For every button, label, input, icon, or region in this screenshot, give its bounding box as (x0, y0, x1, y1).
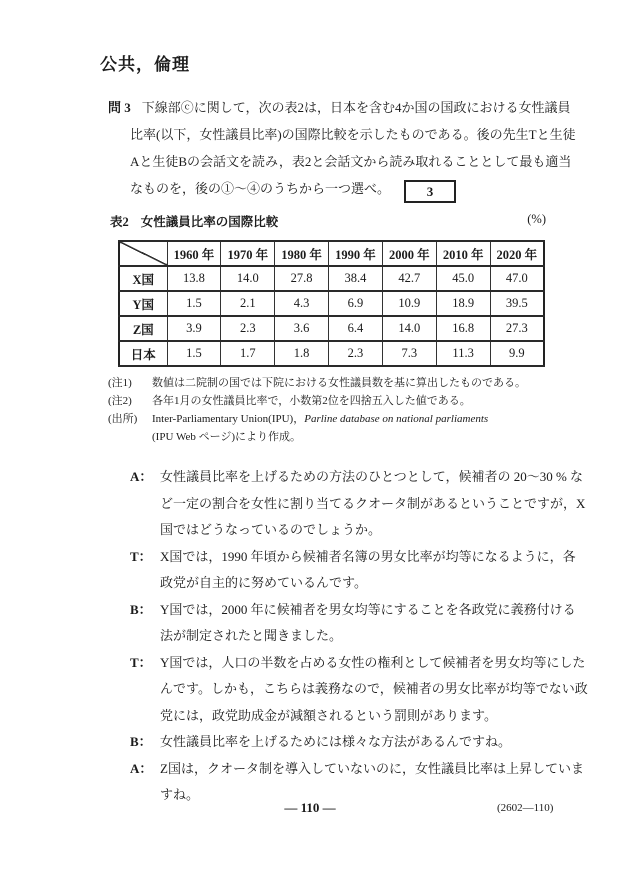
question-line (108, 94, 571, 121)
notes-block (108, 374, 568, 446)
speaker-label: A： (130, 760, 153, 776)
dialogue-block (130, 464, 588, 809)
ratio-value-cell: 27.8 (275, 266, 329, 291)
ratio-value-cell: 11.3 (436, 341, 490, 366)
note-item (108, 410, 568, 446)
note-text (152, 395, 471, 407)
dialogue-line: X国では，1990 年頃から候補者名簿の男女比率が均等になるように，各 (160, 548, 576, 564)
question-line-text: なものを，後の①～④のうちから一つ選べ。 (130, 181, 391, 196)
table-row (119, 316, 544, 341)
speaker-label: B： (130, 601, 152, 617)
ratio-value-cell: 13.8 (167, 266, 221, 291)
table-caption-label: 表2 (110, 215, 129, 229)
women-mp-ratio-table (118, 240, 545, 367)
note-text-line2: (IPU Web ページ)により作成。 (152, 431, 302, 443)
dialogue-line: ど一定の割合を女性に割り当てるクオータ制があるということですが，X (160, 495, 586, 511)
note-item (108, 392, 568, 410)
page-title: 公共，倫理 (100, 55, 190, 74)
country-row-label: 日本 (119, 341, 167, 366)
dialogue-line: 女性議員比率を上げるためには様々な方法があるんですね。 (160, 734, 512, 749)
ratio-value-cell: 3.9 (167, 316, 221, 341)
table-row (119, 291, 544, 316)
answer-number-box: 3 (404, 180, 456, 203)
country-row-label: Z国 (119, 316, 167, 341)
speaker-label: B： (130, 734, 152, 749)
speaker-label: A： (130, 469, 153, 484)
question-line-text: 比率(以下，女性議員比率)の国際比較を示したものである。後の先生Tと生徒 (130, 127, 576, 142)
table-unit-label: (%) (527, 212, 546, 226)
note-label: (注2) (108, 395, 132, 407)
speaker-label: T： (130, 548, 152, 564)
ratio-value-cell: 1.5 (167, 341, 221, 366)
year-column-header: 1980 年 (275, 241, 329, 266)
ratio-value-cell: 4.3 (275, 291, 329, 316)
dialogue-entry (130, 544, 576, 597)
question-line-text: 下線部ⓒに関して，次の表2は，日本を含む4か国の国政における女性議員 (141, 100, 571, 115)
question-line (108, 121, 576, 148)
note-text (152, 377, 526, 389)
note-label: (出所) (108, 413, 138, 425)
note-label: (注1) (108, 377, 132, 389)
table-caption-title: 女性議員比率の国際比較 (140, 215, 279, 229)
table-row (119, 341, 544, 366)
year-column-header: 2020 年 (490, 241, 544, 266)
ratio-value-cell: 45.0 (436, 266, 490, 291)
dialogue-entry (130, 729, 564, 756)
ratio-value-cell: 3.6 (275, 316, 329, 341)
question-number: 問 3 (108, 100, 131, 115)
question-line-text: Aと生徒Bの会話文を読み，表2と会話文から読み取れることとして最も適当 (130, 154, 572, 169)
dialogue-line: Y国では，人口の半数を占める女性の権利として候補者を男女均等にした (160, 654, 586, 670)
table-header-row (119, 241, 544, 266)
ratio-value-cell: 6.4 (329, 316, 383, 341)
note-text-segment: Inter-Parliamentary Union(IPU)， (152, 413, 305, 425)
ratio-value-cell: 27.3 (490, 316, 544, 341)
ratio-value-cell: 6.9 (329, 291, 383, 316)
ratio-value-cell: 9.9 (490, 341, 544, 366)
speaker-label: T： (130, 654, 152, 670)
year-column-header: 2000 年 (382, 241, 436, 266)
ratio-value-cell: 47.0 (490, 266, 544, 291)
dialogue-line: 政党が自主的に努めているんです。 (160, 575, 367, 590)
dialogue-line: すね。 (160, 787, 200, 802)
dialogue-line: んです。しかも，こちらは義務なので，候補者の男女比率が均等でない政 (160, 681, 588, 696)
note-text-segment: 各年1月の女性議員比率で，小数第2位を四捨五入した値である。 (152, 395, 471, 407)
table-caption (110, 212, 546, 230)
year-column-header: 1990 年 (329, 241, 383, 266)
dialogue-line: Z国は，クオータ制を導入していないのに，女性議員比率は上昇していま (160, 760, 584, 776)
ratio-value-cell: 1.7 (221, 341, 275, 366)
ratio-value-cell: 14.0 (221, 266, 275, 291)
year-column-header: 2010 年 (436, 241, 490, 266)
year-column-header: 1960 年 (167, 241, 221, 266)
question-block (108, 94, 576, 203)
diagonal-header-cell (119, 241, 167, 266)
ratio-value-cell: 14.0 (382, 316, 436, 341)
print-code: (2602—110) (497, 802, 554, 814)
dialogue-entry (130, 597, 576, 650)
note-item (108, 374, 568, 392)
ratio-value-cell: 18.9 (436, 291, 490, 316)
country-row-label: Y国 (119, 291, 167, 316)
dialogue-line: 法が制定されたと聞きました。 (160, 628, 343, 643)
dialogue-entry (130, 650, 588, 730)
year-column-header: 1970 年 (221, 241, 275, 266)
dialogue-line: Y国では，2000 年に候補者を男女均等にすることを各政党に義務付ける (160, 601, 576, 617)
ratio-value-cell: 1.5 (167, 291, 221, 316)
ratio-value-cell: 2.1 (221, 291, 275, 316)
note-text-segment: 数値は二院制の国では下院における女性議員数を基に算出したものである。 (152, 377, 526, 389)
ratio-value-cell: 2.3 (221, 316, 275, 341)
ratio-value-cell: 2.3 (329, 341, 383, 366)
dialogue-entry (130, 464, 586, 544)
dialogue-line: 国ではどうなっているのでしょうか。 (160, 522, 382, 537)
table-row (119, 266, 544, 291)
ratio-value-cell: 39.5 (490, 291, 544, 316)
ratio-value-cell: 10.9 (382, 291, 436, 316)
dialogue-line: 女性議員比率を上げるための方法のひとつとして，候補者の 20～30 % な (160, 469, 584, 484)
ratio-value-cell: 1.8 (275, 341, 329, 366)
note-text (152, 413, 488, 425)
ratio-value-cell: 7.3 (382, 341, 436, 366)
country-row-label: X国 (119, 266, 167, 291)
ratio-value-cell: 38.4 (329, 266, 383, 291)
question-line (108, 148, 572, 175)
ratio-value-cell: 42.7 (382, 266, 436, 291)
question-line (108, 175, 564, 203)
dialogue-line: 党には，政党助成金が減額されるという罰則があります。 (160, 707, 497, 723)
ratio-value-cell: 16.8 (436, 316, 490, 341)
note-text-segment: Parline database on national parliaments (304, 413, 489, 425)
page-number: — 110 — (284, 800, 336, 815)
